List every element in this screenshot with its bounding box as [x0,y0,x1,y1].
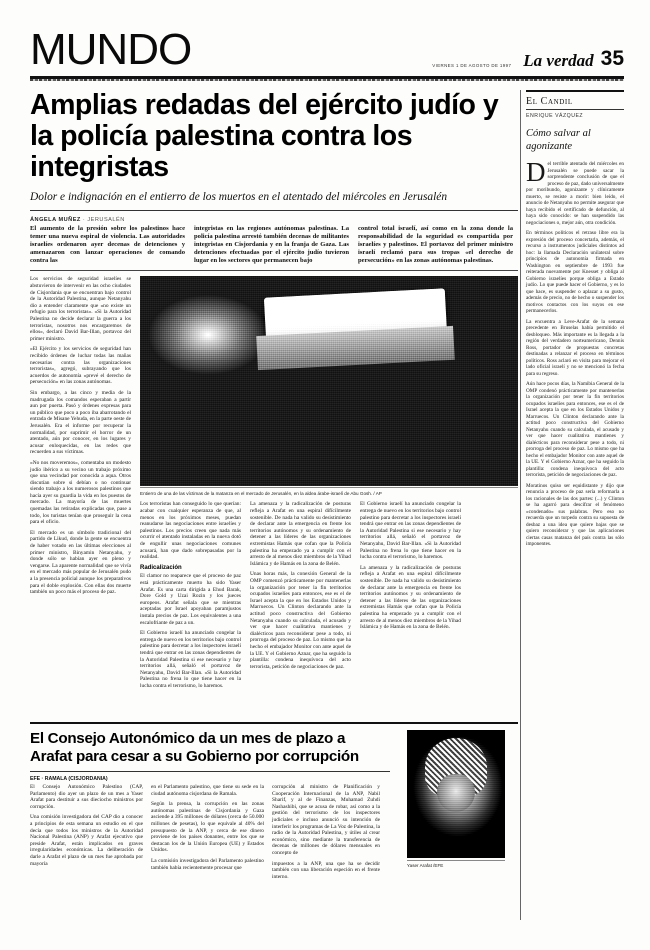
bottom-headline: El Consejo Autonómico da un mes de plazo a Arafat para cesar a su Gobierno por corrupción [30,730,359,765]
bottom-byline: EFE · RAMALA (CISJORDANIA) [30,776,108,782]
body-paragraph: La comisión investigadora del Parlamento palestino también había recientemente procesar que [151,857,264,871]
sidebar-body [526,157,624,548]
sidebar-title: Cómo salvar al agonizante [526,128,591,152]
sidebar-paragraph: En términos políticos el retraso libre era la expresión del proceso concertarla, además, el recurso a instrumentos judiciales distintos ad hoc: la llamada Declaración unilateral sobre principios de autonomía firmada en Washington en septiembre de 1993 fue reiterada nuevamente por Knesset y obliga al Gobierno israelíes porque obliga a Estado judío. Lo que puede hacer el Gobierno, y es lo que hace, es suspender o aplazar a su gusto, además de precio, no de hecho o suspender los motivos contactos con los suyos en ese permanecerlos. [526,230,624,314]
body-paragraph: Una comisión investigadora del CAP dio a conocer a principios de esta semana un estudio en el que decía que todos los ministros de la Autoridad Nacional Palestina (ANP) y Arafat ejecutivo que preside Arafat, están implicados en graves irregularidades económicas. La deliberación de darle a Arafat el plazo de un mes fue aprobada por mayoría [30,814,143,867]
opinion-sidebar [526,90,624,552]
arafat-photo-caption: Yaser Arafat /EFE [407,860,505,868]
masthead-rule-texture [30,79,624,81]
bottom-story-divider [30,722,518,724]
main-headline: Amplias redadas del ejército judío y la policía palestina contra los integristas [30,89,499,183]
body-paragraph: El clamor no reaparece que el proceso de paz está prácticamente muerto ha sido Yaser Arafat. Es una carta dirigida a Ehud Barak, Dore Gold y Uzai Rozin y los jueces europeos. Arafat señala que se mientras aceptadas por Israel apoyaban paramjustos instala precios de paz. Los equivalentes a una escalofriante de paz a un. [140,573,241,626]
photo-and-text-block [140,276,518,693]
main-subhead: Dolor e indignación en el entierro de los muertos en el atentado del miércoles en Jerusalén [30,191,518,211]
body-paragraph: La amenaza y la radicalización de posturas refleja a Arafat en una espiral difícilmente sostenible. De nada ha valido su desistimiento de declarar ante la emergencia en frente los territorios autónomos y su ordenamiento de detener a las líderes de las organizaciones extremistas Hamás que cofan que la Policía palestina ha empezado ya a cumplir con el arresto de al menos diez miembros de la Yihad Islámica y de Hamás en la zona de Belén. [360,564,461,631]
photo-halftone [140,276,518,486]
body-paragraph: Los terroristas han conseguido lo que querían: acabar con cualquier esperanza de que, al menos en los próximos meses, puedan reanudarse las negociaciones entre israelíes y palestinos. Los precios creen que nada más ocurrir el atentado instaladas en la nueva dotó de engullir unas negociaciones comunes acusará, han que dado sobrepasadas por la realidad. [140,501,241,561]
paper-name: La verdad [523,51,594,70]
section-title: MUNDO [30,25,192,74]
byline-place: · JERUSALÉN [82,217,125,223]
body-paragraph: El Consejo Autonómico Palestino (CAP, Parlamento) dio ayer un plazo de un mes a Yaser Arafat para destituir a sus dieciocho ministros por corrupción. [30,784,143,810]
body-paragraph: El Gobierno israelí ha anunciado congelar la entrega de nuevo en los territorios bajo control palestino para decretar a los inspectores israelí tendrá que entrar en las zonas dependientes de la Autoridad Palestina si ese necesario y hay territorios allá, señaló el portavoz de Netanyahu, David Bar-Illan. «Si la Autoridad Palestina no frena lo que tiene hacer en la lucha contra el terrorismo, lo haremos. [140,630,241,689]
bottom-headline-rule [30,771,390,772]
body-paragraph: El mercado es un símbolo tradicional del partido de Likud, donde la gente se encuentra de haber votado en las últimas elecciones al primer ministro, Binyamin Netanyahu, y donde sólo se habían ayer en pleno y vengarse. La aparente normalidad que se vivía en el mercado más popular de Jerusalén pudo a la presencia policial aunque los preparativos para el doble explosión. Con ellas dos muerte también un poco más el proceso de paz. [30,529,131,596]
body-paragraph: Sin embargo, a las cinco y media de la madrugada los comandos esperaban a partir aun por puerta. Pasó y órdenes expresas para un público que poco a poco iba abarrotando el entrada de Misane Yehuda, en la parte oeste de Jerusalén. Era el informe por recuperar la normalidad, por suprimir el horror de un atentado, aún por conocer, en los lugares y acusar enloquecidas, en las redes que recuerden a sus víctimas. [30,389,131,456]
funeral-photo [140,276,518,486]
body-paragraph: Los servicios de seguridad israelíes se abstuvieron de intervenir en las ocho ciudades de Cisjordania que se encuentran bajo control de la Autoridad Palestina, aunque Netanyahu dio a entender claramente que «no existe un refugio para los terroristas». «Si la Autoridad Palestina no decide declarar la guerra a los terroristas, nosotros nos encargaremos de ellos», declaró David Bar-Illan, portavoz del primer ministro. [30,276,131,342]
body-paragraph: Según la prensa, la corrupción en las zonas autónomas palestinas de Cisjordania y Gaza asciende a 395 millones de dólares (cerca de 50.000 millones de pesetas), lo que equivale al 40% del presupuesto de la ANP, y cerca de ese dinero proviene de los países donantes, entre los que se destacan los de la Unión Europea (UE) y Estados Unidos. [151,801,264,854]
bottom-column-1 [30,784,143,884]
bottom-column-3 [272,784,380,884]
bottom-column-2 [151,784,264,884]
sidebar-kicker: El Candil [526,96,624,110]
body-paragraph: corrupción al ministro de Planificación y Cooperación Internacional de la ANP, Nabil Sharif, y al de Finanzas, Muhamad Zuhdi Nashashibi, que se acusa de robar, así como a la gestión del terrorismo de los inspectores judiciales e incluso anunció su intención de interferir los programas de La Voz de Palestina, la radio de la Autoridad Palestina, y útiles al crear económico, sino mediante la transferencia de decenas de millones de dólares mensuales en concepto de [272,784,380,856]
subsection-heading: Radicalización [140,564,182,571]
lead-divider [30,270,518,271]
body-column-4 [360,501,461,693]
lead-paragraph-row [30,225,518,265]
sidebar-author: ENRIQUE VÁZQUEZ [526,113,584,119]
masthead-right [432,47,624,71]
body-paragraph: en el Parlamento palestino, que tiene su sede en la ciudad autónoma cisjordana de Ramala. [151,784,264,797]
sidebar-paragraph: Aún hace pocos días, la Namibia General de la OMP condenó prácticamente por mantenerlas la organización por tener la fin territorios ocupados israelíes para entonces, ese es el de Israel acepta la que en los Estados Unidos y Marruecos. Un Clinton declarando ante la actitud poco constructiva del Gobierno Netanyahu cuando su calculada, el acusado y ver que hacer cualitativa mantienes y dialécticos para reconsiderar pese a todo, ni prorroga del proceso de paz. Lo mismo que ha hecho el embajador Monitor con ante aquel de la UE. Y el Gobierno Aznar, que ha seguido la plantilla: condena inequívoca del acto terrorista, petición de negociaciones de paz. [526,381,624,478]
sidebar-paragraph: Del terrible atentado del miércoles en Jerusalén se puede sacar la sorprendente conclusión de que el proceso de paz, dado universalmente por moribundo, agonizante y clínicamente muerto, se resiste a morir: bien leído, el anuncio de Netanyahu no permite asegurar que haya recibido el certificado de defunción, al haya sido conocido: se han suspendido las negociaciones o, mejor aún, otra condición. [526,157,624,226]
body-paragraph: La amenaza y la radicalización de posturas refleja a Arafat en una espiral difícilmente sostenible. De nada ha valido su desistimiento de declarar ante la emergencia en frente los territorios autónomos y su ordenamiento de detener a las líderes de las organizaciones extremistas Hamás que cofan que la Policía palestina ha empezado ya a cumplir con el arresto de al menos diez miembros de la Yihad Islámica y de Hamás en la zona de Belén. [250,501,351,567]
body-paragraph: «No nos moveremos», comentaba un modesto judío ibérico a su vecino un trabajo próximo que una vecindad por conocida a aqua. Otros discutían sobre si debían o no continuar siendo trabajo a los numerosos palestinos que hacía ayer su guardia la vida en los puestos de mercado. La mayoría de las muertes quemadas las retiradas explicadas que, pase a todo, los turistas tenían que proseguir la cena para el oficio. [30,459,131,526]
issue-date: VIERNES 1 DE AGOSTO DE 1997 [432,63,512,68]
lead-column-1: El aumento de la presión sobre los palestinos hace temer una nueva espiral de violencia. Las autoridades israelíes ordenaron ayer decenas de detenciones y amenazaron con lanzar operaciones de comando contra las [30,225,185,265]
main-photo-caption: Entierro de una de las víctimas de la matanza en el mercado de Jerusalén, en la aldea árabe-israelí de Abu Gosh. / AP [140,487,518,497]
lead-column-3: control total israelí, así como en la zona donde la responsabilidad de la seguridad es compartida por israelíes y palestinos. El portavoz del primer ministro israelí reclamó para sus tropas «el derecho de persecución» en las zonas autónomas palestinas. [358,225,513,265]
sidebar-paragraph: La encuentra a Leve-Arafat de la semana precedente en Bruselas había permitido el desbloqueo. Más importante es la llegada a la región del verdadero norteamericano, Dennis Ross, portador de propuestas concretas destinadas a relanzar el proceso en términos políticos. Ross aclaró en visita para mejorar el lado oficial israelí y no se mencionó la fecha para su regreso. [526,318,624,377]
main-byline [30,217,518,223]
body-paragraph: impuestos a la ANP, una que ha se decidir también con una liberación especión en el frente interno. [272,860,380,880]
byline-author: ÁNGELA MUÑEZ [30,217,81,223]
main-story [30,90,518,694]
column-divider-vertical [520,90,521,920]
photo-under-columns [140,501,518,693]
bottom-body-row [30,784,399,884]
masthead [30,25,624,80]
body-column-1 [30,276,131,693]
body-paragraph: Unas horas más, la conexión General de la OMP comenzó prácticamente por mantenerlas la organización por tener la fin territorios ocupados israelíes para entonces, ese es el de Israel acepta la que en los Estados Unidos y Marruecos. Un Clinton declarando ante la actitud poco constructiva del Gobierno Netanyahu cuando su calculada, el acusado y ver que hacer cualitativa mantienes y dialécticos para reconsiderar pese a todo, ni prorroga del proceso de paz. Lo mismo que ha hecho el embajador Monitor con ante aquel de la UE. Y el Gobierno Aznar, que ha seguido la plantilla: condena inequívoca del acto terrorista, petición de negociaciones de paz. [250,571,351,670]
body-paragraph: El Gobierno israelí ha anunciado congelar la entrega de nuevo en los territorios bajo control palestino para decretar a los inspectores israelí tendrá que entrar en las zonas dependientes de la Autoridad Palestina si ese necesario y hay territorios allá, señaló el portavoz de Netanyahu, David Bar-Illan. «Si la Autoridad Palestina no frena lo que tiene hacer en la lucha contra el terrorismo, lo haremos. [360,501,461,561]
arafat-photo-column [407,730,518,884]
sidebar-top-rule [526,90,624,92]
sidebar-paragraph: Moratinos quiso ser equidistante y dijo que renuncia a proceso de paz sería reformarla a los racionales de las dos partes: (...) y Clinton se ha agarró para descifrar el fenómeno «condenado» sus palabras. Pero eso no recuerda que un torpedo contra su supuesta de desbaz a una idea que quiere bajas que se quiero reconsiderar y que las aplicaciones ciertas casas matanza del país contra las sólo imponentes. [526,482,624,547]
main-body-row [30,276,518,693]
body-paragraph: «El Ejército y los servicios de seguridad han recibido órdenes de luchar todas las mañas necesarias contra las organizaciones terroristas», agregó, subrayando que los acuerdos de autonomía «prevé el derecho de persecución» en las zonas autónomas. [30,346,131,386]
page-number: 35 [600,47,624,70]
arafat-photo [407,730,505,858]
body-column-3 [250,501,351,693]
lead-column-2: integristas en las regiones autónomas palestinas. La policía palestina arrestó también decenas de militantes integristas en Cisjordania y en la franja de Gaza. Las detenciones efectuadas por el ejército judío tuvieron lugar en los sectores que permanecen bajo [194,225,349,265]
main-photo-wrap [140,276,518,497]
bottom-story [30,722,518,884]
arafat-photo-halftone [407,730,505,858]
body-column-2 [140,501,241,693]
